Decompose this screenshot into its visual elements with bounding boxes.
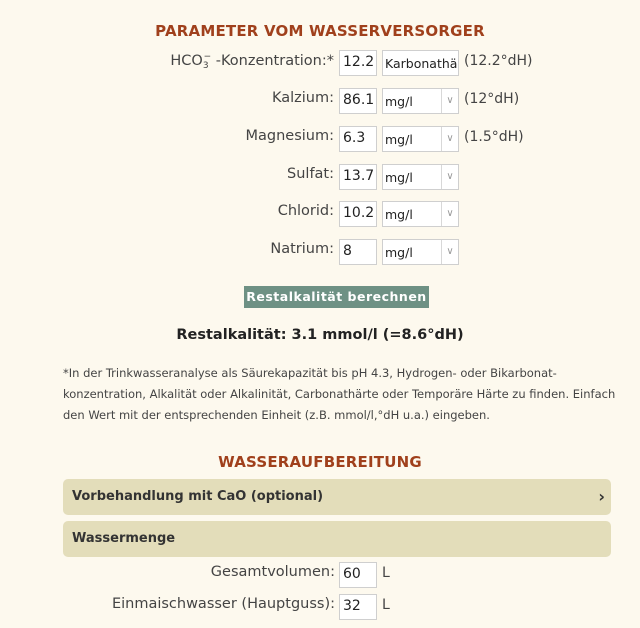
footnote: *In der Trinkwasseranalyse als Säurekapazität bis pH 4.3, Hydrogen- oder Bikarbonat-konzentration, Alkalität oder Alkalinität, Carbonathärte oder Temporäre Härte zu finden. Einfach den Wert mit der entsprechenden Einheit (z.B. mmol/l,°dH u.a.) eingeben. [63,366,616,422]
hco3-label [170,52,334,71]
magnesium-dh-value: (1.5°dH) [464,129,524,145]
total-volume-label: Gesamtvolumen: [210,564,335,580]
magnesium-label: Magnesium: [245,128,334,144]
sulfat-unit-value: mg/l [385,170,413,185]
hco3-label-sub: 3 [202,61,209,71]
sulfat-input[interactable]: 13.7 [339,164,377,190]
hco3-row [0,50,640,78]
kalzium-unit-select[interactable] [382,88,459,114]
chevron-down-icon[interactable]: ∨ [441,202,458,226]
chlorid-row [0,201,640,229]
hco3-label-sup: − [203,52,212,62]
magnesium-unit-value: mg/l [385,132,413,147]
kalzium-row [0,88,640,116]
magnesium-row [0,126,640,154]
natrium-label: Natrium: [270,241,334,257]
magnesium-unit-select[interactable] [382,126,459,152]
kalzium-label: Kalzium: [271,90,334,106]
total-volume-unit: L [382,565,390,581]
chevron-down-icon[interactable]: ∨ [441,240,458,264]
mash-water-input[interactable]: 32 [339,594,377,620]
chevron-down-icon[interactable]: ∨ [441,165,458,189]
mash-water-unit: L [382,597,390,613]
natrium-row [0,239,640,267]
kalzium-unit-value: mg/l [385,94,413,109]
kalzium-input[interactable]: 86.1 [339,88,377,114]
chevron-down-icon[interactable]: ∨ [441,89,458,113]
hco3-label-pre: HCO [170,53,203,69]
natrium-unit-select[interactable] [382,239,459,265]
hco3-unit-select[interactable] [382,50,459,76]
total-volume-input[interactable]: 60 [339,562,377,588]
chevron-down-icon[interactable]: ∨ [441,127,458,151]
magnesium-input[interactable]: 6.3 [339,126,377,152]
sulfat-unit-select[interactable] [382,164,459,190]
hco3-unit-value: Karbonathä [385,56,458,71]
hco3-label-post: -Konzentration:* [215,53,334,69]
result-text: Restalkalität: 3.1 mmol/l (=8.6°dH) [176,327,464,343]
parameters-title: PARAMETER VOM WASSERVERSORGER [155,22,485,40]
water-amount-label: Wassermenge [72,531,176,546]
sulfat-row [0,164,640,192]
total-volume-row [0,562,640,588]
pretreatment-accordion[interactable] [63,479,611,515]
treatment-title: WASSERAUFBEREITUNG [218,453,422,471]
hco3-dh-value: (12.2°dH) [464,53,533,69]
hco3-input[interactable]: 12.2 [339,50,377,76]
chlorid-label: Chlorid: [277,203,334,219]
pretreatment-label: Vorbehandlung mit CaO (optional) [72,489,324,504]
water-amount-header [63,521,611,557]
calculate-button[interactable]: Restalkalität berechnen [244,286,429,308]
kalzium-dh-value: (12°dH) [464,91,520,107]
chlorid-unit-select[interactable] [382,201,459,227]
natrium-unit-value: mg/l [385,245,413,260]
chlorid-input[interactable]: 10.2 [339,201,377,227]
chevron-right-icon: › [598,487,605,506]
chlorid-unit-value: mg/l [385,207,413,222]
sulfat-label: Sulfat: [287,166,334,182]
mash-water-row [0,594,640,620]
mash-water-label: Einmaischwasser (Hauptguss): [111,596,335,612]
natrium-input[interactable]: 8 [339,239,377,265]
text-cursor [458,54,459,72]
